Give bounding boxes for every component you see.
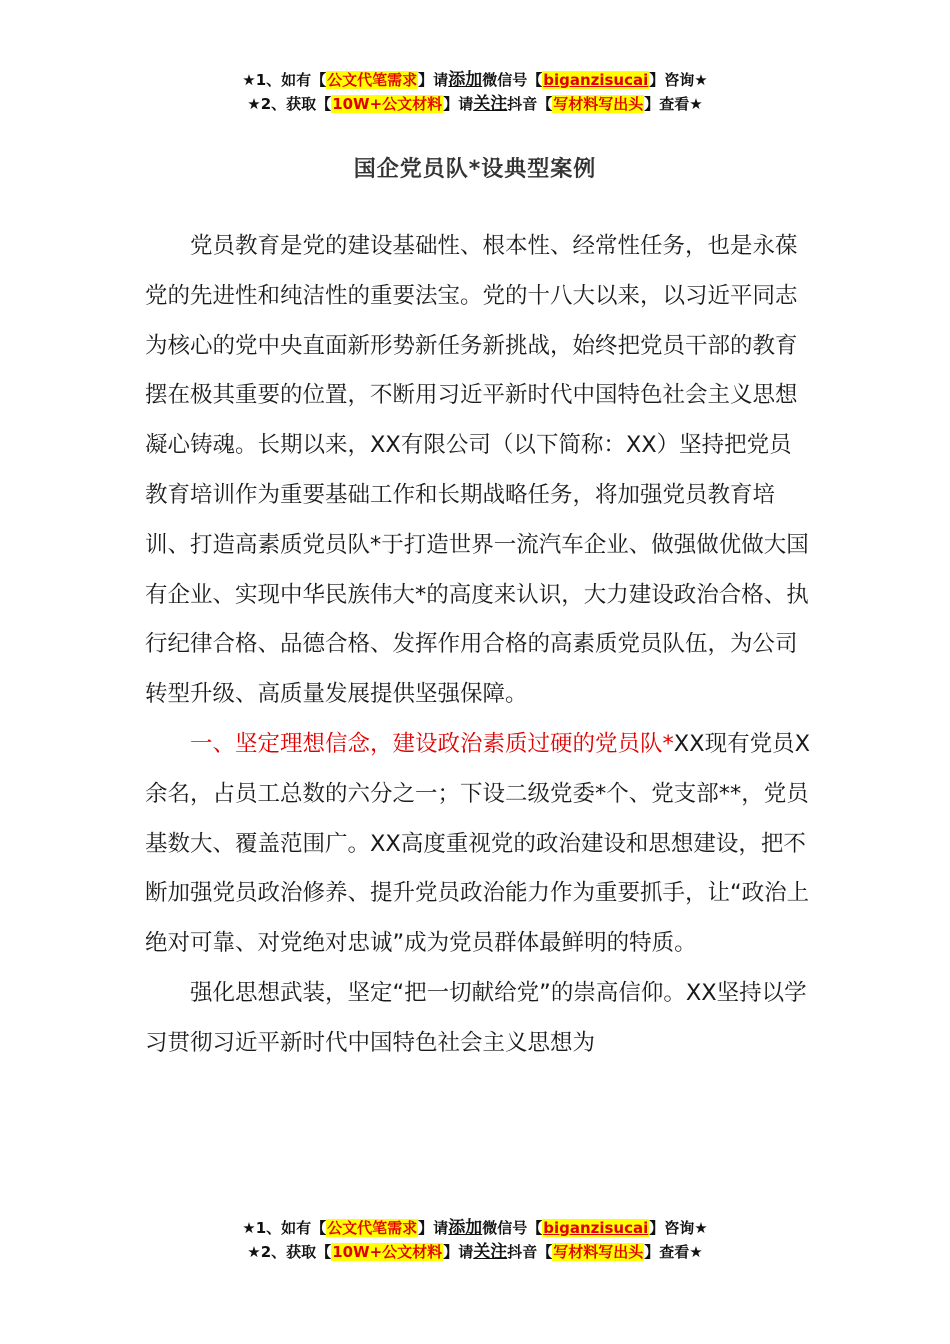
banner-text: 微信号【 (482, 1219, 543, 1237)
banner-text: 2、获取【 (260, 95, 332, 113)
highlight-douyin: 写材料写出头 (553, 1243, 644, 1261)
highlight-service: 公文代笔需求 (327, 1219, 418, 1237)
banner-text: 1、如有【 (255, 1219, 327, 1237)
highlight-materials: 10W+公文材料 (332, 1243, 443, 1261)
star-icon: ★ (247, 95, 261, 113)
banner-text: 微信号【 (482, 71, 543, 89)
document-title: 国企党员队*设典型案例 (353, 157, 597, 182)
banner-text: 】查看★ (644, 95, 703, 113)
header-banner (0, 68, 950, 116)
banner-emphasis: 添加 (448, 70, 483, 90)
star-icon: ★ (247, 1243, 261, 1261)
paragraph-1: 党员教育是党的建设基础性、根本性、经常性任务，也是永葆党的先进性和纯洁性的重要法宝。党的十八大以来，以习近平同志为核心的党中央直面新形势新任务新挑战，始终把党员干部的教育摆在极其重要的位置，不断用习近平新时代中国特色社会主义思想凝心铸魂。长期以来，XX有限公司（以下简称：XX）坚持把党员教育培训作为重要基础工作和长期战略任务，将加强党员教育培训、打造高素质党员队*于打造世界一流汽车企业、做强做优做大国有企业、实现中华民族伟大*的高度来认识，大力建设政治合格、执行纪律合格、品德合格、发挥作用合格的高素质党员队伍，为公司转型升级、高质量发展提供坚强保障。 (145, 233, 809, 708)
banner-text: 】请 (418, 1219, 449, 1237)
banner-line-2 (0, 92, 950, 116)
highlight-wechat-id: biganzisucai (543, 71, 649, 89)
paragraph-2-text: XX现有党员X余名，占员工总数的六分之一；下设二级党委*个、党支部**，党员基数大、覆盖范围广。XX高度重视党的政治建设和思想建设，把不断加强党员政治修养、提升党员政治能力作为重要抓手，让“政治上绝对可靠、对党绝对忠诚”成为党员群体最鲜明的特质。 (145, 730, 811, 957)
banner-line-1 (0, 68, 950, 92)
banner-line-2 (0, 1240, 950, 1264)
banner-text: 】咨询★ (649, 71, 708, 89)
highlight-materials: 10W+公文材料 (332, 95, 443, 113)
star-icon: ★ (242, 1219, 256, 1237)
section-heading-1: 一、坚定理想信念，建设政治素质过硬的党员队* (190, 730, 674, 757)
banner-text: 1、如有【 (255, 71, 327, 89)
paragraph-2 (145, 720, 810, 969)
banner-text: 2、获取【 (260, 1243, 332, 1261)
highlight-douyin: 写材料写出头 (553, 95, 644, 113)
banner-text: 】查看★ (644, 1243, 703, 1261)
banner-emphasis: 关注 (473, 1242, 508, 1262)
highlight-service: 公文代笔需求 (327, 71, 418, 89)
banner-text: 】请 (443, 1243, 474, 1261)
highlight-wechat-id: biganzisucai (543, 1219, 649, 1237)
footer-banner (0, 1216, 950, 1264)
banner-line-1 (0, 1216, 950, 1240)
banner-text: 】请 (443, 95, 474, 113)
document-body (145, 222, 810, 1069)
banner-text: 】咨询★ (649, 1219, 708, 1237)
banner-emphasis: 关注 (473, 94, 508, 114)
banner-text: 抖音【 (507, 1243, 553, 1261)
paragraph-3: 强化思想武装，坚定“把一切献给党”的崇高信仰。XX坚持以学习贯彻习近平新时代中国特色社会主义思想为 (145, 979, 807, 1056)
banner-emphasis: 添加 (448, 1218, 483, 1238)
banner-text: 抖音【 (507, 95, 553, 113)
banner-text: 】请 (418, 71, 449, 89)
star-icon: ★ (242, 71, 256, 89)
